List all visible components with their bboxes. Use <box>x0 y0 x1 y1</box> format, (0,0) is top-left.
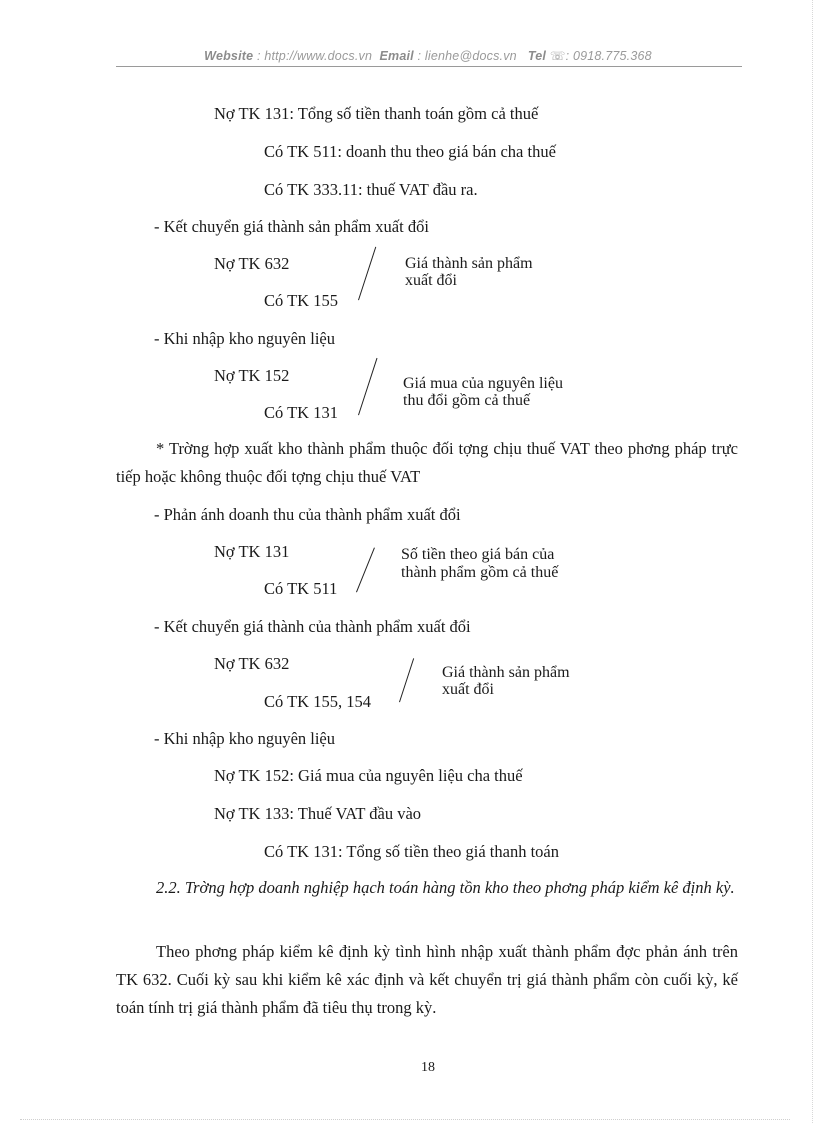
entry3-debit: Nợ TK 131 <box>214 542 290 561</box>
entry4-note-line1: Giá thành sản phẩm <box>442 664 570 681</box>
line-credit-33311: Có TK 333.11: thuế VAT đầu ra. <box>264 180 478 199</box>
entry2-note-line1: Giá mua của nguyên liệu <box>403 375 563 392</box>
header-rule <box>116 66 742 67</box>
phone-icon: ☏ <box>549 49 566 63</box>
page-edge <box>812 0 813 1123</box>
line-credit-511: Có TK 511: doanh thu theo giá bán cha thuế <box>264 142 556 161</box>
entry1-credit: Có TK 155 <box>264 291 338 310</box>
entry1-note-line1: Giá thành sản phẩm <box>405 255 533 272</box>
email-label: Email <box>379 49 414 63</box>
entry4-debit: Nợ TK 632 <box>214 654 290 673</box>
heading-import-materials: - Khi nhập kho nguyên liệu <box>154 329 336 348</box>
entry2-divider <box>358 358 377 415</box>
entry2-debit: Nợ TK 152 <box>214 366 290 385</box>
tel-value: : 0918.775.368 <box>565 49 652 63</box>
tel-label: Tel <box>527 49 547 63</box>
paragraph-periodic-method: Theo phơng pháp kiểm kê định kỳ tình hình nhập xuất thành phẩm đợc phản ánh trên TK 632. Cuối kỳ sau khi kiểm kê xác định và kết chuyển trị giá thành phẩm còn cuối kỳ, kế toán tính trị giá thành phẩm đã tiêu thụ trong kỳ. <box>116 942 738 1017</box>
entry3-credit: Có TK 511 <box>264 579 338 598</box>
entry1-divider <box>358 247 376 301</box>
heading-revenue-exchange: - Phản ánh doanh thu của thành phẩm xuất đổi <box>154 505 461 524</box>
website-value: : http://www.docs.vn <box>256 49 373 63</box>
paragraph-direct-method: * Trờng hợp xuất kho thành phẩm thuộc đối tợng chịu thuế VAT theo phơng pháp trực tiếp hoặc không thuộc đối tợng chịu thuế VAT <box>116 439 738 486</box>
email-value: : lienhe@docs.vn <box>417 49 517 63</box>
entry3-note-line1: Số tiền theo giá bán của <box>401 546 555 563</box>
line-debit-133: Nợ TK 133: Thuế VAT đầu vào <box>214 804 422 823</box>
entry1-debit: Nợ TK 632 <box>214 254 290 273</box>
page-number: 18 <box>421 1060 435 1075</box>
entry3-note-line2: thành phẩm gồm cả thuế <box>401 564 559 581</box>
entry4-note-line2: xuất đổi <box>442 681 494 698</box>
entry2-credit: Có TK 131 <box>264 403 338 422</box>
page-header <box>116 48 740 63</box>
line-debit-131: Nợ TK 131: Tổng số tiền thanh toán gồm cả thuế <box>214 104 539 123</box>
entry1-note-line2: xuất đổi <box>405 272 457 289</box>
heading-transfer-cost: - Kết chuyển giá thành sản phẩm xuất đổi <box>154 217 429 236</box>
section-2-2-heading: 2.2. Trờng hợp doanh nghiệp hạch toán hàng tồn kho theo phơng pháp kiểm kê định kỳ. <box>156 878 735 897</box>
entry3-divider <box>356 547 375 592</box>
entry4-credit: Có TK 155, 154 <box>264 692 371 711</box>
line-debit-152: Nợ TK 152: Giá mua của nguyên liệu cha thuế <box>214 766 523 785</box>
entry2-note-line2: thu đổi gồm cả thuế <box>403 392 531 409</box>
heading-import-materials-2: - Khi nhập kho nguyên liệu <box>154 729 336 748</box>
heading-transfer-finished-cost: - Kết chuyển giá thành của thành phẩm xuất đổi <box>154 617 471 636</box>
line-credit-131: Có TK 131: Tổng số tiền theo giá thanh toán <box>264 842 559 861</box>
entry4-divider <box>399 658 414 702</box>
footer-border <box>20 1119 790 1120</box>
website-label: Website <box>204 49 254 63</box>
